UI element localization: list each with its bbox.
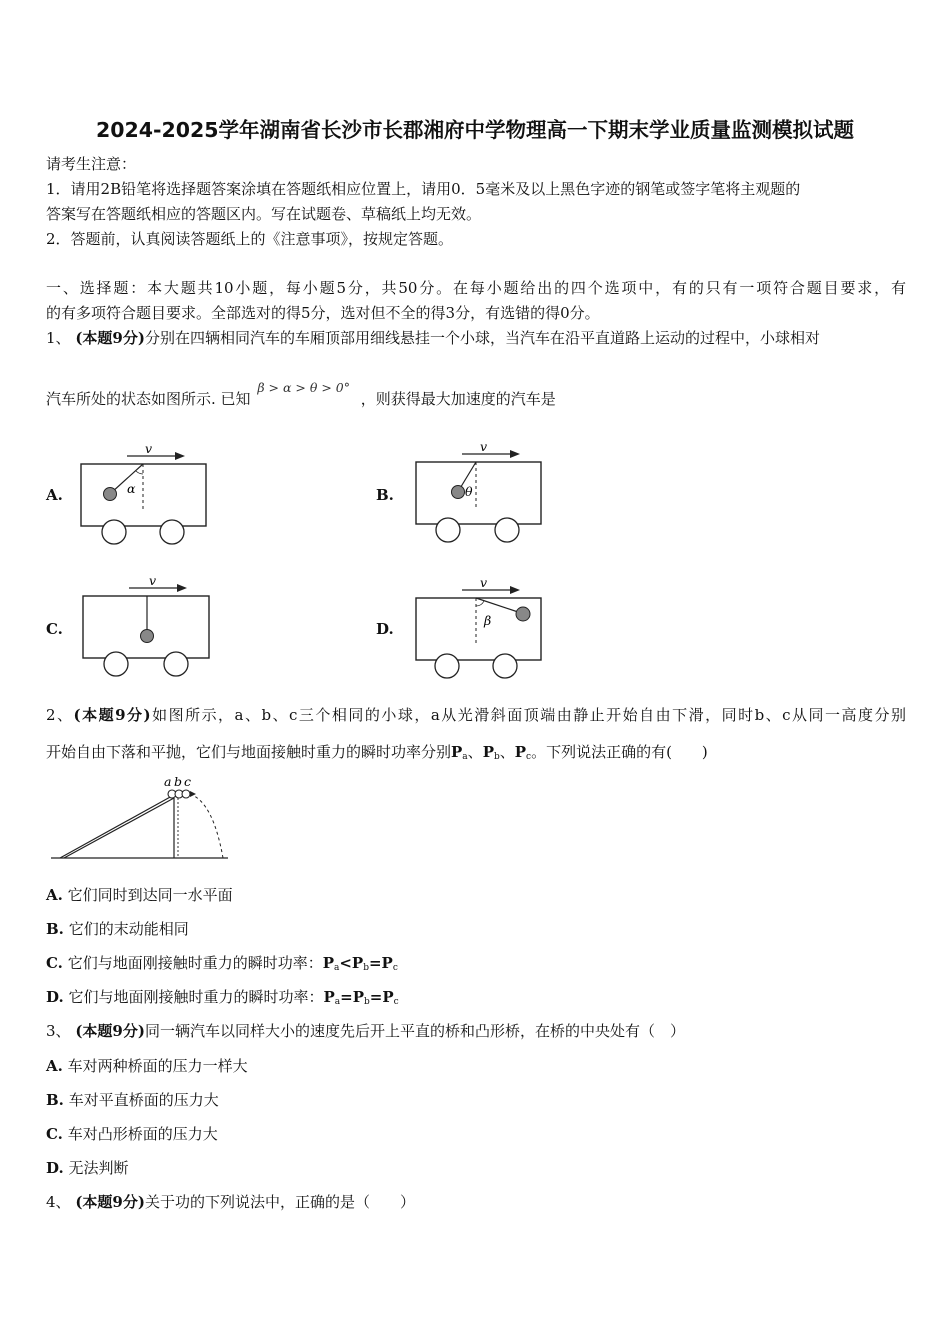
q3-option-b [46, 1089, 219, 1110]
q1-option-d-label: D. [376, 620, 394, 638]
question-4 [46, 1191, 415, 1212]
section-intro-1: 一、选择题：本大题共10小题，每小题5分，共50分。在每小题给出的四个选项中，有的只有一项符合题目要求，有 [46, 279, 906, 297]
q2-option-d-p1: P [323, 988, 335, 1006]
question-4-number: 4、 [46, 1193, 71, 1211]
q2-option-b-label: B. [46, 920, 64, 938]
car-c-diagram [77, 572, 217, 682]
q2-option-c-p1: P [322, 954, 334, 972]
q3-option-c-label: C. [46, 1125, 63, 1143]
q2-option-c-sub3: c [392, 963, 398, 973]
ball-a-label: a [164, 774, 172, 789]
q3-option-a-text: 车对两种桥面的压力一样大 [67, 1057, 248, 1075]
q2-option-c-op1: <P [339, 954, 364, 972]
question-1-formula: β > α > θ > 0° [257, 380, 350, 395]
question-2-tag: (本题9分) [73, 706, 151, 724]
q1-option-b-label: B. [376, 486, 394, 504]
question-4-tag: (本题9分) [75, 1193, 145, 1211]
question-1-text-2b: ，则获得最大加速度的汽车是 [360, 390, 556, 408]
q2-option-d-sub3: c [393, 997, 399, 1007]
ball-b-label: b [174, 774, 183, 789]
q3-option-b-text: 车对平直桥面的压力大 [68, 1091, 219, 1109]
q1-option-c-label: C. [46, 620, 63, 638]
power-b: P [482, 743, 494, 761]
question-4-text: 关于功的下列说法中，正确的是（ ） [144, 1193, 415, 1211]
power-b-subscript: b [493, 752, 500, 762]
q2-option-d-label: D. [46, 988, 64, 1006]
q2-option-d-op2: =P [369, 988, 394, 1006]
q2-option-d-op1: =P [340, 988, 365, 1006]
q2-option-c-text: 它们与地面刚接触时重力的瞬时功率： [67, 954, 323, 972]
car-d-velocity-label: v [480, 575, 488, 590]
question-3-tag: (本题9分) [75, 1022, 145, 1040]
question-1-text-2a: 汽车所处的状态如图所示. 已知 [46, 390, 251, 408]
power-c: P [514, 743, 527, 761]
question-1-number: 1、 [46, 329, 71, 347]
question-1-text: 分别在四辆相同汽车的车厢顶部用细线悬挂一个小球，当汽车在沿平直道路上运动的过程中，小球相对 [144, 329, 820, 347]
q2-option-a-text: 它们同时到达同一水平面 [67, 886, 233, 904]
car-d-diagram [410, 574, 550, 684]
notice-line-1a: 1．请用2B铅笔将选择题答案涂填在答题纸相应位置上，请用0．5毫米及以上黑色字迹的钢笔或签字笔将主观题的 [46, 180, 801, 198]
q2-option-a-label: A. [46, 886, 63, 904]
car-a-velocity-label: v [145, 441, 153, 456]
question-3-number: 3、 [46, 1022, 71, 1040]
car-a-angle-label: α [127, 481, 136, 496]
question-2-text-end: 。下列说法正确的有( ) [531, 743, 708, 761]
q3-option-d [46, 1157, 129, 1178]
question-2-line-1 [46, 704, 906, 725]
q2-option-c-sub1: a [333, 963, 340, 973]
q2-option-a [46, 884, 233, 905]
car-a-diagram [75, 440, 215, 550]
question-2-text: 如图所示，a、b、c三个相同的小球，a从光滑斜面顶端由静止开始自由下滑，同时b、c从同一高度分别 [150, 706, 906, 724]
incline-diagram [48, 772, 238, 867]
car-d-angle-label: β [484, 613, 492, 628]
q3-option-d-label: D. [46, 1159, 64, 1177]
q3-option-d-text: 无法判断 [68, 1159, 129, 1177]
q3-option-c [46, 1123, 218, 1144]
question-3 [46, 1020, 685, 1041]
q3-option-c-text: 车对凸形桥面的压力大 [67, 1125, 218, 1143]
q2-option-b [46, 918, 189, 939]
q2-option-d-sub2: b [364, 997, 370, 1007]
q2-option-d-text: 它们与地面刚接触时重力的瞬时功率： [68, 988, 324, 1006]
question-1-line-1 [46, 327, 820, 348]
question-2-line-2: 开始自由下落和平抛，它们与地面接触时重力的瞬时功率分别$P_a$、$P_b$、$P_c$。下列说法正确的有( ) [46, 743, 708, 762]
q2-option-c-sub2: b [363, 963, 369, 973]
q3-option-a [46, 1055, 248, 1076]
power-c-subscript: c [526, 752, 532, 762]
notice-line-2: 2．答题前，认真阅读答题纸上的《注意事项》，按规定答题。 [46, 230, 454, 248]
power-a-subscript: a [462, 752, 468, 762]
notice-heading: 请考生注意： [46, 155, 137, 173]
q2-option-b-text: 它们的末动能相同 [68, 920, 189, 938]
notice-line-1b: 答案写在答题纸相应的答题区内。写在试题卷、草稿纸上均无效。 [46, 205, 482, 223]
q3-option-b-label: B. [46, 1091, 64, 1109]
ball-c-label: c [184, 774, 192, 789]
question-1-tag: (本题9分) [75, 329, 145, 347]
car-c-velocity-label: v [149, 573, 157, 588]
question-2-number: 2、 [46, 706, 74, 724]
question-2-text-2: 开始自由下落和平抛，它们与地面接触时重力的瞬时功率分别 [46, 743, 452, 761]
q1-option-a-label: A. [46, 486, 63, 504]
q2-option-c-op2: =P [368, 954, 393, 972]
q2-option-d [46, 986, 399, 1007]
q2-option-c-label: C. [46, 954, 63, 972]
car-b-velocity-label: v [480, 439, 488, 454]
power-a: P [451, 743, 463, 761]
q2-option-c [46, 952, 398, 973]
section-intro-2: 的有多项符合题目要求。全部选对的得5分，选对但不全的得3分，有选错的得0分。 [46, 304, 600, 322]
question-3-text: 同一辆汽车以同样大小的速度先后开上平直的桥和凸形桥，在桥的中央处有（ ） [144, 1022, 685, 1040]
q2-option-d-sub1: a [334, 997, 341, 1007]
car-b-angle-label: θ [465, 484, 473, 499]
page-title: 2024-2025学年湖南省长沙市长郡湘府中学物理高一下期末学业质量监测模拟试题 [95, 118, 855, 142]
car-b-diagram [410, 438, 550, 548]
q3-option-a-label: A. [46, 1057, 63, 1075]
